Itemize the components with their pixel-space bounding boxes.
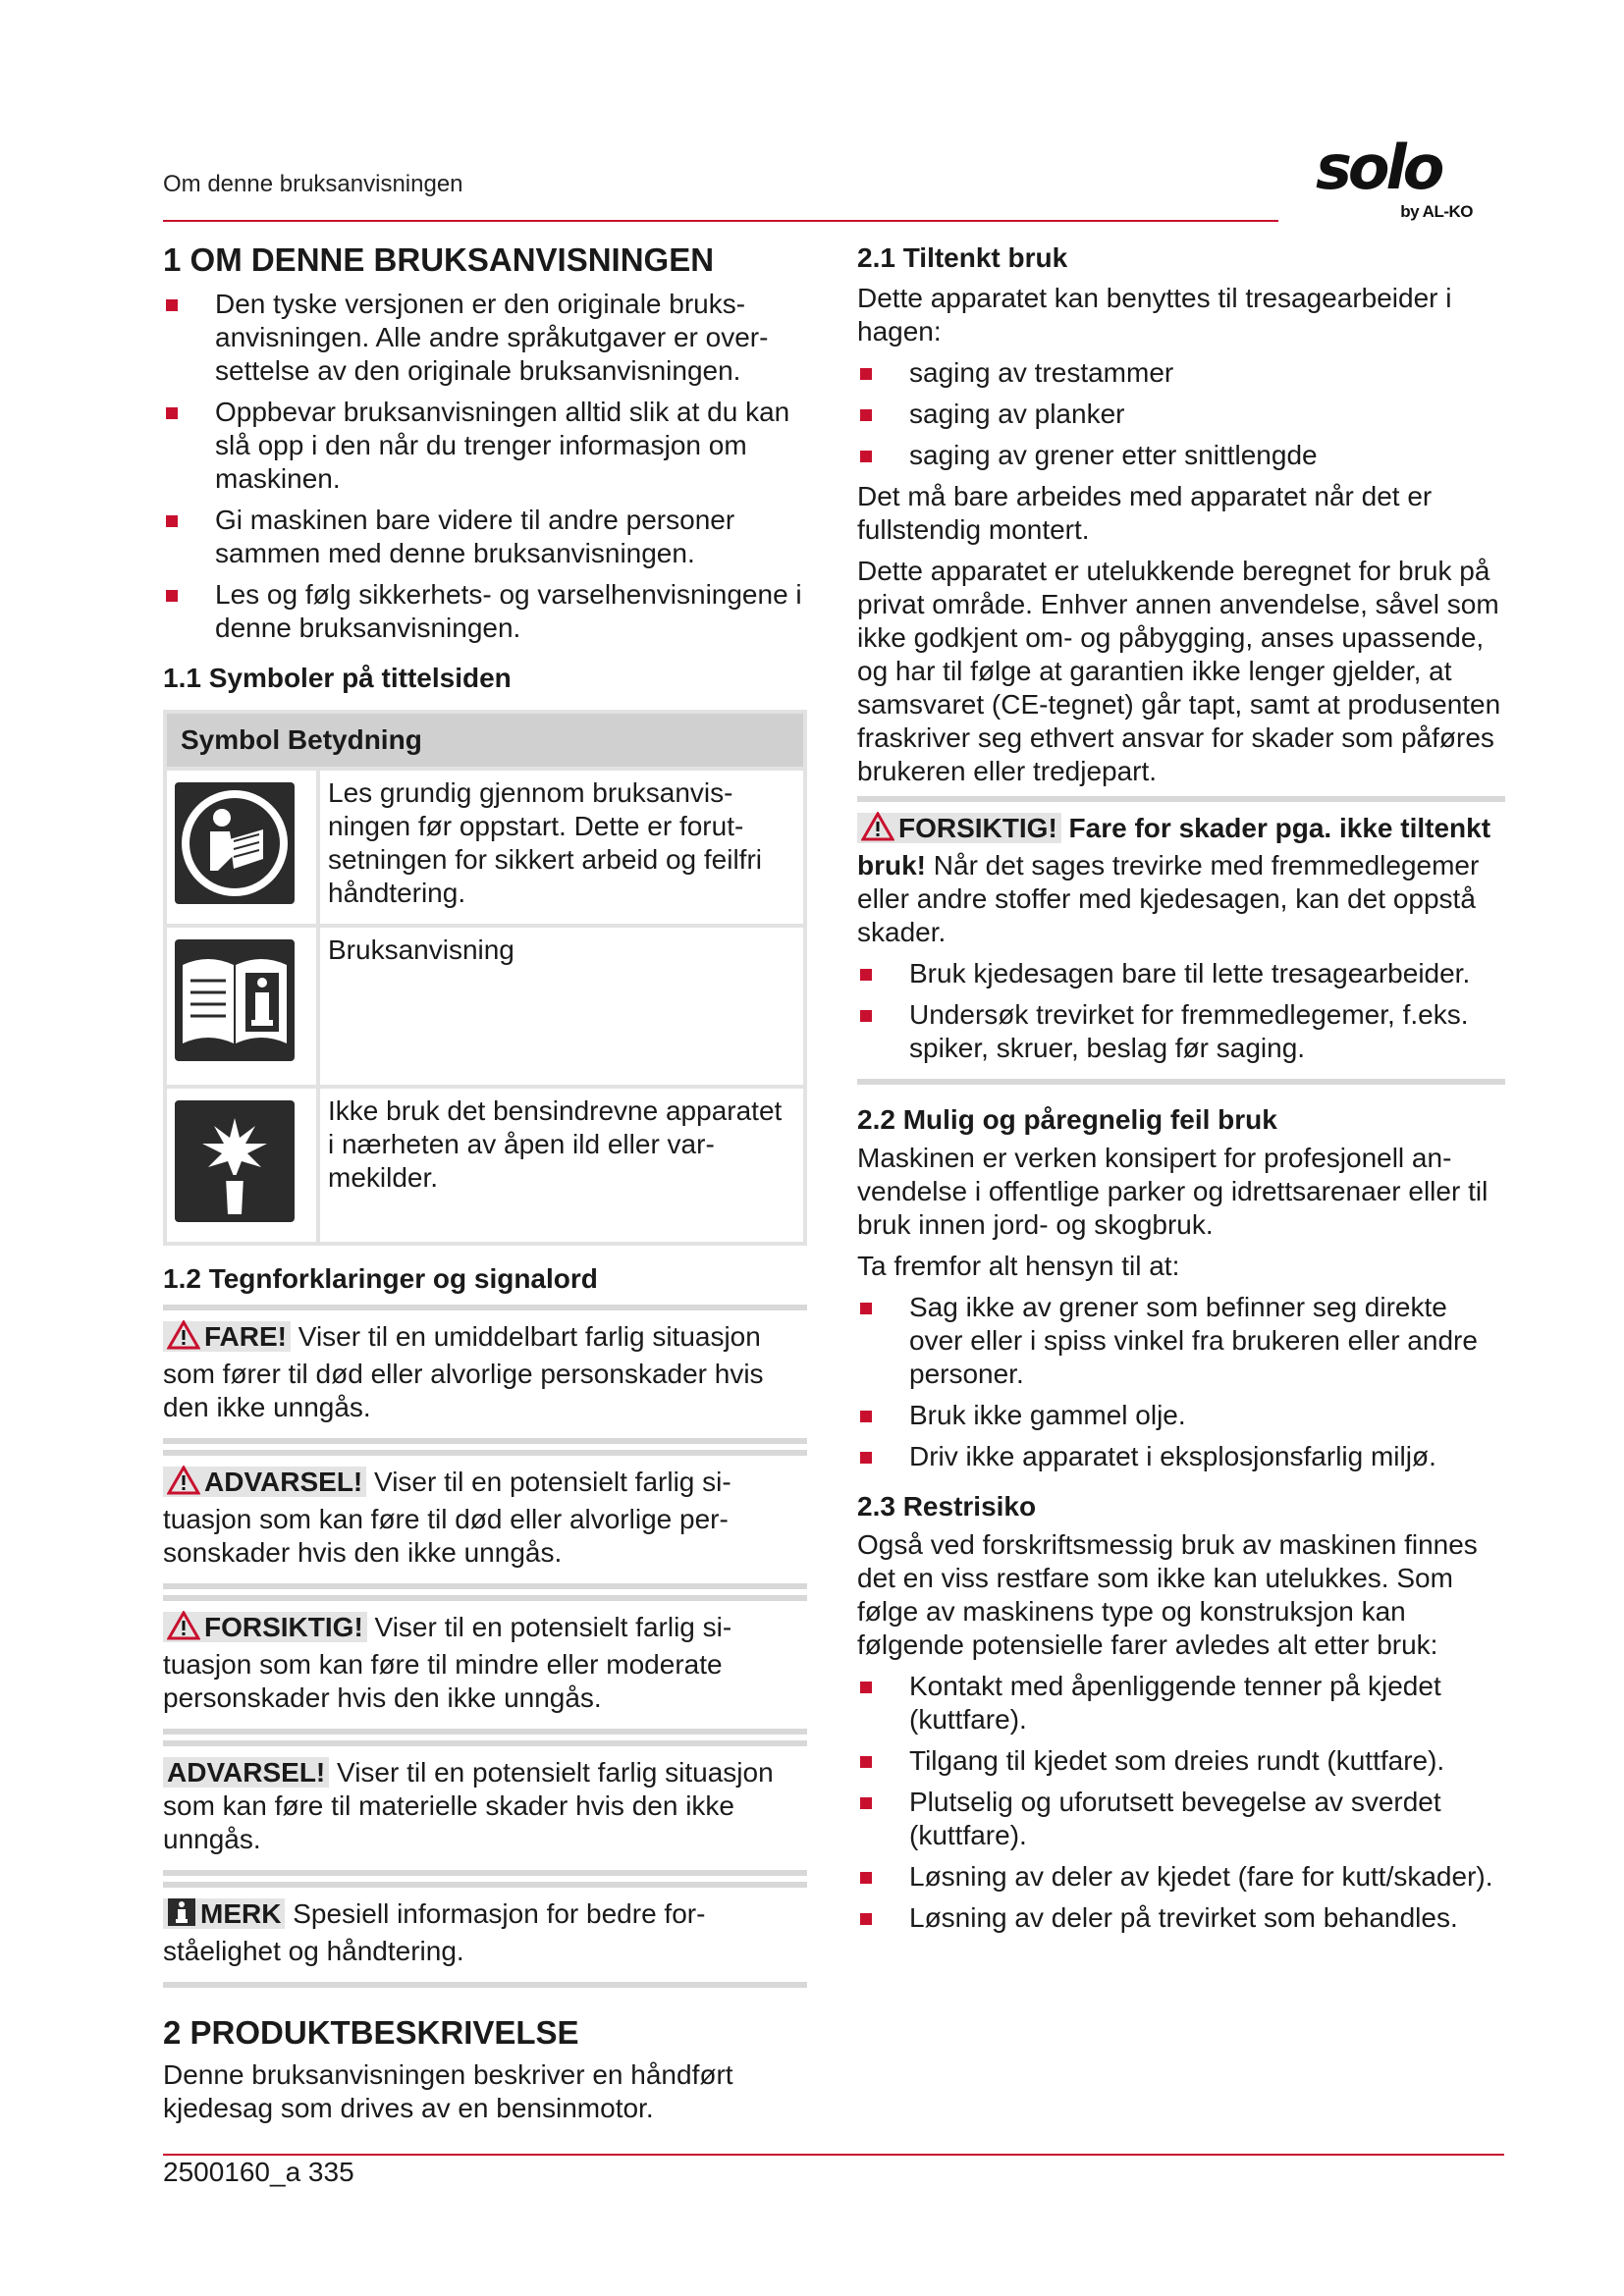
logo-wordmark: solo bbox=[1316, 132, 1441, 203]
table-header: Symbol Betydning bbox=[167, 714, 803, 767]
meaning-cell: Ikke bruk det bensindrevne apparatet i nærheten av åpen ild eller varmekilder. bbox=[320, 1089, 803, 1242]
warning-triangle-icon bbox=[167, 1320, 200, 1358]
list-item: Gi maskinen bare videre til andre personer sammen med denne bruksanvisningen. bbox=[163, 504, 807, 570]
signal-body: Viser til en potensielt farlig situasjon som kan føre til materielle skader hvis den ikke unngås. bbox=[163, 1757, 774, 1854]
signal-body: Viser til en potensielt farlig situasjon som kan føre til død eller alvorlige personskader hvis den ikke unngås. bbox=[163, 1467, 731, 1568]
use-list bbox=[857, 356, 1505, 472]
header-rule bbox=[163, 220, 1278, 222]
no-open-flame-icon bbox=[173, 1098, 297, 1224]
logo-subtitle: by AL-KO bbox=[1400, 202, 1473, 221]
signal-box-warning bbox=[163, 1450, 807, 1589]
info-icon bbox=[167, 1897, 196, 1935]
section-2-3-title: 2.3 Restrisiko bbox=[857, 1491, 1037, 1522]
section-1-title: 1 OM DENNE BRUKSANVISNINGEN bbox=[163, 241, 715, 278]
paragraph: Ta fremfor alt hensyn til at: bbox=[857, 1251, 1180, 1281]
table-row bbox=[167, 1089, 803, 1242]
symbol-cell bbox=[167, 1089, 316, 1242]
paragraph: Maskinen er verken konsipert for profesjonell anvendelse i offentlige parker og idrettsarenaer eller til bruk innen jord- og skogbruk. bbox=[857, 1143, 1489, 1240]
signal-label bbox=[163, 1467, 366, 1497]
signal-label bbox=[163, 1321, 291, 1352]
signal-text bbox=[163, 1320, 807, 1424]
list-item: Kontakt med åpenliggende tenner på kjedet (kuttfare). bbox=[857, 1670, 1505, 1736]
section-2-2-title: 2.2 Mulig og påregnelig feil bruk bbox=[857, 1104, 1277, 1135]
left-column bbox=[163, 240, 807, 2125]
running-title: Om denne bruksanvisningen bbox=[163, 171, 463, 197]
footer-rule bbox=[163, 2154, 1504, 2156]
signal-text bbox=[857, 812, 1505, 949]
signal-text bbox=[163, 1611, 807, 1715]
meaning-cell: Bruksanvisning bbox=[320, 928, 803, 1085]
list-item: Bruk kjedesagen bare til lette tresagearbeider. bbox=[857, 957, 1505, 990]
list-item: saging av trestammer bbox=[857, 356, 1505, 390]
signal-headline: Fare for skader pga. ikke tiltenkt bruk! bbox=[857, 813, 1491, 881]
signal-label bbox=[163, 1612, 367, 1642]
section-2-text: Denne bruksanvisningen beskriver en håndført kjedesag som drives av en bensinmotor. bbox=[163, 2059, 733, 2123]
list-item: Les og følg sikkerhets- og varselhenvisningene i denne bruksanvisningen. bbox=[163, 578, 807, 645]
list-item: saging av grener etter snittlengde bbox=[857, 439, 1505, 472]
risk-list bbox=[857, 1670, 1505, 1935]
signal-body: Spesiell informasjon for bedre forståelighet og håndtering. bbox=[163, 1898, 706, 1966]
symbol-cell bbox=[167, 928, 316, 1085]
footer-doc-id: 2500160_a 335 bbox=[163, 2157, 354, 2187]
list-item: Plutselig og uforutsett bevegelse av sverdet (kuttfare). bbox=[857, 1786, 1505, 1852]
signal-box-material bbox=[163, 1740, 807, 1876]
signal-box-danger bbox=[163, 1305, 807, 1444]
warning-triangle-icon bbox=[167, 1466, 200, 1503]
list-item: Oppbevar bruksanvisningen alltid slik at du kan slå opp i den når du trenger informasjon om maskinen. bbox=[163, 396, 807, 496]
table-row bbox=[167, 928, 803, 1085]
list-item: Løsning av deler av kjedet (fare for kutt/skader). bbox=[857, 1860, 1505, 1894]
signal-label-text: MERK bbox=[200, 1898, 282, 1929]
caution-list bbox=[857, 957, 1505, 1065]
signal-label-text: FARE! bbox=[204, 1321, 287, 1352]
list-item: Tilgang til kjedet som dreies rundt (kuttfare). bbox=[857, 1744, 1505, 1778]
read-manual-icon bbox=[173, 780, 297, 906]
list-item: saging av planker bbox=[857, 398, 1505, 431]
section-1-1-title: 1.1 Symboler på tittelsiden bbox=[163, 663, 512, 693]
signal-label bbox=[857, 813, 1061, 843]
signal-label-text: FORSIKTIG! bbox=[898, 813, 1057, 843]
list-item: Sag ikke av grener som befinner seg direkte over eller i spiss vinkel fra brukeren eller andre personer. bbox=[857, 1291, 1505, 1391]
meaning-cell: Les grundig gjennom bruksanvisningen før oppstart. Dette er forutsetningen for sikkert arbeid og feilfri håndtering. bbox=[320, 771, 803, 924]
paragraph: Dette apparatet kan benyttes til tresagearbeider i hagen: bbox=[857, 283, 1452, 347]
section-1-list bbox=[163, 288, 807, 645]
list-item: Bruk ikke gammel olje. bbox=[857, 1399, 1505, 1432]
signal-text bbox=[163, 1466, 807, 1570]
paragraph: Også ved forskriftsmessig bruk av maskinen finnes det en viss restfare som ikke kan utelukkes. Som følge av maskinens type og konstruksjon kan følgende potensielle farer avledes alt etter bruk: bbox=[857, 1529, 1478, 1660]
signal-text bbox=[163, 1756, 807, 1856]
section-2-1-title: 2.1 Tiltenkt bruk bbox=[857, 242, 1068, 273]
solo-logo bbox=[1316, 132, 1473, 226]
symbol-cell bbox=[167, 771, 316, 924]
paragraph: Dette apparatet er utelukkende beregnet for bruk på privat område. Enhver annen anvendelse, såvel som ikke godkjent om- og påbygging, anses upassende, og har til følge at garantien ikke lenger gjelder, at samsvaret (CE-tegnet) går tapt, samt at produsenten fraskriver seg ethvert ansvar for skader som påføres brukeren eller tredjepart. bbox=[857, 556, 1501, 786]
symbol-table bbox=[163, 710, 807, 1246]
signal-label-text: ADVARSEL! bbox=[204, 1467, 363, 1497]
signal-label bbox=[163, 1898, 285, 1929]
warning-triangle-icon bbox=[167, 1611, 200, 1648]
list-item: Driv ikke apparatet i eksplosjonsfarlig miljø. bbox=[857, 1440, 1505, 1473]
warning-triangle-icon bbox=[861, 812, 894, 849]
section-1-2-title: 1.2 Tegnforklaringer og signalord bbox=[163, 1263, 598, 1294]
right-column bbox=[857, 240, 1505, 1935]
signal-box-caution-misuse bbox=[857, 796, 1505, 1085]
signal-text bbox=[163, 1897, 807, 1968]
signal-label-text: FORSIKTIG! bbox=[204, 1612, 363, 1642]
section-2-title: 2 PRODUKTBESKRIVELSE bbox=[163, 2014, 579, 2051]
signal-label: ADVARSEL! bbox=[163, 1757, 329, 1788]
table-row bbox=[167, 771, 803, 924]
paragraph: Det må bare arbeides med apparatet når det er fullstendig montert. bbox=[857, 481, 1433, 545]
signal-body: Viser til en umiddelbart farlig situasjon som fører til død eller alvorlige personskader hvis den ikke unngås. bbox=[163, 1321, 764, 1422]
signal-box-note bbox=[163, 1882, 807, 1988]
manual-info-icon bbox=[173, 937, 297, 1063]
signal-box-caution bbox=[163, 1595, 807, 1735]
misuse-list bbox=[857, 1291, 1505, 1473]
list-item: Undersøk trevirket for fremmedlegemer, f.eks. spiker, skruer, beslag før saging. bbox=[857, 998, 1505, 1065]
signal-body: Viser til en potensielt farlig situasjon som kan føre til mindre eller moderate personskader hvis den ikke unngås. bbox=[163, 1612, 732, 1713]
list-item: Løsning av deler på trevirket som behandles. bbox=[857, 1901, 1505, 1935]
list-item: Den tyske versjonen er den originale bruksanvisningen. Alle andre språkutgaver er oversettelse av den originale bruksanvisningen. bbox=[163, 288, 807, 388]
signal-body: Når det sages trevirke med fremmedlegemer eller andre stoffer med kjedesagen, kan det oppstå skader. bbox=[857, 850, 1480, 947]
